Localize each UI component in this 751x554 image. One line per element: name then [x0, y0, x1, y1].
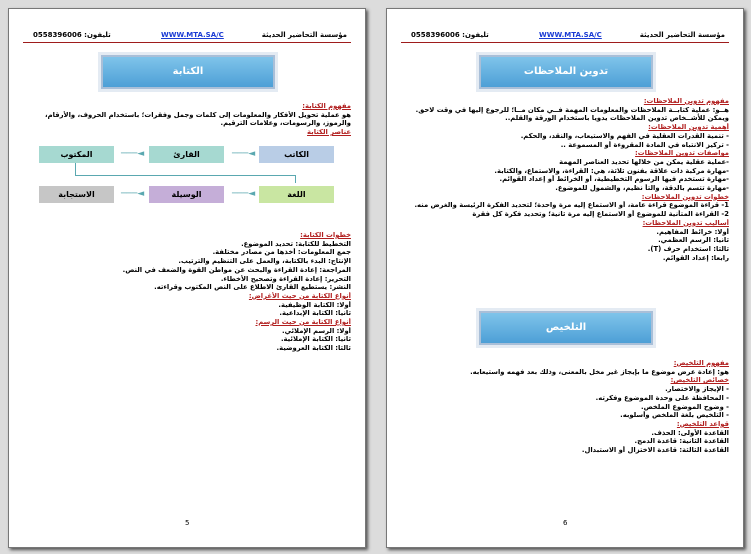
text-line: - المحافظة على وحدة الموضوع وفكرته.: [595, 393, 729, 402]
section-title-summary: التلخيص: [479, 311, 653, 345]
text-line: 1- قراءة الموضوع قراءة عامة، أو الاستماع إليه مرة واحدة؛ لتحديد الفكرة الرئيسة والغرض منه.: [414, 201, 729, 210]
text-row: [397, 106, 729, 123]
text-row: [397, 429, 729, 438]
text-line: ثالثا: الكتابة العروضية.: [276, 344, 351, 353]
text-row: [397, 254, 729, 263]
text-row: [397, 167, 729, 176]
text-line: جمع المعلومات: أخذها من مصادر مختلفة.: [212, 248, 351, 257]
text-row: [397, 219, 729, 228]
section-heading: أنواع الكتابة من حيث الأغراض:: [248, 291, 351, 300]
header-org: مؤسسة التحاضير الحديثة: [639, 31, 725, 39]
arrow-icon: ◄───: [232, 149, 256, 159]
text-row: [397, 201, 729, 210]
writing-steps-and-types: [19, 231, 351, 353]
text-row: [397, 385, 729, 394]
text-line: القاعدة الأولى: الحذف.: [651, 428, 729, 437]
text-line: هو: إعادة عرض موضوع ما بإيجاز غير مخل بالمعنى، وذلك بعد فهمه واستيعابه.: [470, 367, 729, 376]
arrow-icon: ◄───: [232, 189, 256, 199]
writing-definition: [19, 102, 351, 137]
text-row: [19, 275, 351, 284]
text-line: 2- القراءة المتأنية للموضوع أو الاستماع إليه مرة ثانية؛ وتحديد فكرة كل فقرة: [472, 210, 729, 219]
text-row: [397, 228, 729, 237]
text-row: [397, 97, 729, 106]
text-row: [397, 132, 729, 141]
text-row: [19, 266, 351, 275]
diagram-box-written: المكتوب: [39, 146, 114, 163]
section-heading: خطوات تدوين الملاحظات:: [641, 192, 729, 201]
section-title-note-taking: تدوين الملاحظات: [479, 55, 653, 89]
text-row: [397, 403, 729, 412]
diagram-box-language: اللغة: [259, 186, 334, 203]
text-line: القاعدة الثالثة: قاعدة الاختزال أو الاستبدال.: [581, 446, 729, 455]
text-line: التخطيط للكتابة: تحديد الموضوع.: [241, 239, 351, 248]
text-row: [19, 102, 351, 111]
text-row: [397, 437, 729, 446]
section-heading: أهمية تدوين الملاحظات:: [648, 123, 729, 132]
text-row: [397, 376, 729, 385]
text-row: [19, 301, 351, 310]
text-row: [19, 344, 351, 353]
text-line: التحرير: إعادة القراءة وتصحيح الأخطاء.: [220, 274, 351, 283]
diagram-box-medium: الوسيلة: [149, 186, 224, 203]
text-row: [19, 335, 351, 344]
header-phone: تليفون: 0558396006: [33, 31, 111, 39]
text-line: - وضوح الموضوع الملخص.: [640, 402, 729, 411]
text-line: -مهارة مركبة ذات علاقة بفنون ثلاثة، هي: القراءة، والاستماع، والكتابة.: [494, 166, 729, 175]
text-row: [19, 240, 351, 249]
text-row: [19, 231, 351, 240]
text-line: ثانيا: الرسم العظمي.: [658, 236, 729, 245]
text-row: [397, 123, 729, 132]
text-row: [19, 292, 351, 301]
text-line: - الإيجاز والاختصار.: [665, 385, 729, 394]
text-line: النشر: يستطيع القارئ الاطلاع على النص المكتوب وقراءته.: [154, 283, 351, 292]
text-line: - تنمية القدرات العقلية في الفهم والاستيعاب، والنقد، والحكم.: [520, 131, 729, 140]
text-line: ثانيا: الكتابة الإبداعية.: [279, 309, 351, 318]
text-line: أولا: الكتابة الوظيفية.: [278, 300, 351, 309]
text-row: [397, 210, 729, 219]
page-header: [401, 29, 729, 41]
text-line: -مهارة تتسم بالدقة، والتأ نظيم، والشمول للموضوع.: [555, 184, 729, 193]
page-5: [8, 8, 366, 548]
header-divider: [401, 42, 729, 43]
header-phone: تليفون: 0558396006: [411, 31, 489, 39]
section-heading: خصائص التلخيص:: [670, 376, 729, 385]
note-taking-section: [397, 97, 729, 262]
text-row: [19, 111, 351, 128]
text-row: [397, 446, 729, 455]
arrow-icon: ◄───: [121, 189, 145, 199]
text-row: [19, 309, 351, 318]
section-heading: مفهوم التلخيص:: [673, 359, 729, 367]
text-line: أولا: الرسم الإملائي.: [282, 326, 351, 335]
header-divider: [23, 42, 351, 43]
text-line: - تركيز الانتباه في المادة المقروءة أو المسموعة ..: [560, 140, 729, 149]
text-row: [397, 149, 729, 158]
text-row: [397, 236, 729, 245]
text-line: القاعدة الثانية: قاعدة الدمج.: [634, 437, 729, 446]
text-line: ثانيا: الكتابة الإملائية.: [280, 335, 351, 344]
text-line: المراجعة: إعادة القراءة والبحث عن مواطن القوة والضعف في النص.: [122, 265, 351, 274]
text-line: - التلخيص بلغة الملخص وأسلوبه.: [620, 411, 729, 420]
text-row: [397, 158, 729, 167]
diagram-box-reader: القارئ: [149, 146, 224, 163]
text-row: [397, 411, 729, 420]
section-title-writing: الكتابة: [101, 55, 275, 89]
section-heading: أنواع الكتابة من حيث الرسم:: [255, 318, 351, 327]
page-number: 5: [185, 519, 190, 527]
section-heading: مفهوم الكتابة:: [302, 102, 351, 110]
connector-line: [295, 175, 296, 183]
header-url[interactable]: WWW.MTA.SA/C: [539, 31, 602, 39]
text-row: [397, 368, 729, 377]
text-line: ثالثا: استخدام حرف (T).: [647, 244, 729, 253]
page-header: [23, 29, 351, 41]
section-heading: أساليب تدوين الملاحظات:: [642, 218, 729, 227]
page-6: [386, 8, 744, 548]
text-row: [397, 193, 729, 202]
text-row: [19, 128, 351, 137]
text-line: هــو: عملية كتابــة الملاحظات والمعلومات المهمة فــي مكان مــا؛ للرجوع إليها في وقت لاحق. ويمكن للأشــخاص تدوين الملاحظات يدويا باستخدام الورقة والقلم..: [415, 105, 729, 123]
diagram-box-response: الاستجابة: [39, 186, 114, 203]
section-heading: عناصر الكتابة: [307, 128, 351, 137]
text-line: الإنتاج: البدء بالكتابة، والعمل على التنظيم والترتيب.: [178, 257, 351, 266]
text-row: [397, 359, 729, 368]
text-line: -عملية عقلية يمكن من خلالها تحديد العناصر المهمة: [559, 157, 729, 166]
text-row: [397, 245, 729, 254]
text-line: -مهارة تستخدم فيها الرسوم التخطيطية، أو الخرائط أو إعداد القوائم.: [499, 175, 729, 184]
text-row: [19, 318, 351, 327]
page-number: 6: [563, 519, 568, 527]
section-heading: قواعد التلخيص:: [676, 419, 729, 428]
summary-section: [397, 359, 729, 455]
header-url[interactable]: WWW.MTA.SA/C: [161, 31, 224, 39]
text-row: [19, 248, 351, 257]
text-line: رابعا: إعداد القوائم.: [662, 253, 729, 262]
section-heading: خطوات الكتابة:: [300, 231, 351, 239]
section-heading: مفهوم تدوين الملاحظات:: [643, 97, 729, 105]
text-row: [19, 257, 351, 266]
text-row: [397, 420, 729, 429]
diagram-box-writer: الكاتب: [259, 146, 334, 163]
text-line: هو عملية تحويل الأفكار والمعلومات إلى كلمات وجمل وفقرات؛ باستخدام الحروف، والأرقام، والرموز، والرسومات، وعلامات الترقيم.: [45, 110, 351, 128]
header-org: مؤسسة التحاضير الحديثة: [261, 31, 347, 39]
arrow-icon: ◄───: [121, 149, 145, 159]
text-row: [19, 327, 351, 336]
text-line: أولا: خرائط المفاهيم.: [656, 227, 729, 236]
text-row: [397, 394, 729, 403]
text-row: [397, 141, 729, 150]
text-row: [397, 184, 729, 193]
text-row: [397, 175, 729, 184]
connector-line: [75, 163, 76, 175]
connector-line: [75, 175, 295, 176]
text-row: [19, 283, 351, 292]
section-heading: مواصفات تدوين الملاحظات:: [635, 149, 729, 158]
